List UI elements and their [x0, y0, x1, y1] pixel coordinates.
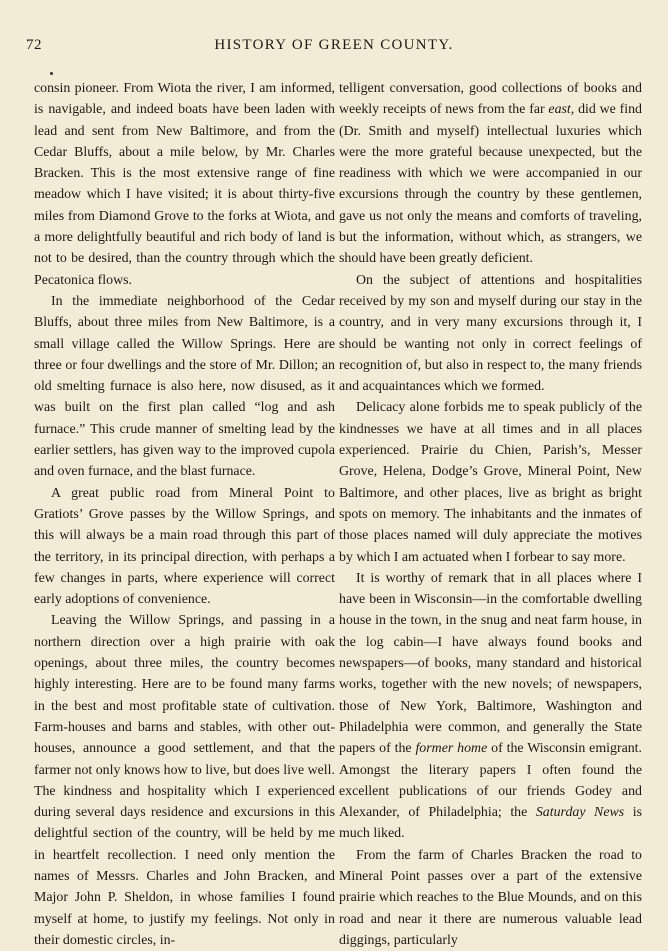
paragraph: [339, 568, 642, 845]
italic-text: east,: [548, 102, 575, 118]
paragraph: consin pioneer. From Wiota the river, I am informed, is navigable, and indeed boats have been laden with lead and sent from New Baltimore, and from the Cedar Bluffs, about a mile below, by Mr. Charles Bracken. This is the most extensive range of fine meadow which I have visited; it is about thirty-five miles from Diamond Grove to the forks at Wiota, and a more delightfully beautiful and rich body of land is not to be desired, than the country through which the Pecatonica flows.: [34, 81, 335, 288]
text-run: did we find (Dr. Smith and myself) intellectual luxuries which were the more grateful because unexpected, but the readiness with which we were accompanied in our excursions through the country by these gentlemen, gave us not only the means and comforts of traveling, but the information, without which, as strangers, we should have been greatly deficient.: [339, 102, 642, 267]
print-speck: [50, 72, 53, 75]
page-number: 72: [26, 37, 42, 53]
text-run: is much liked.: [339, 805, 642, 842]
text-run: of the Wisconsin emigrant. Amongst the literary papers I often found the excellent publications of our friends Godey and Alexander, of Philadelphia; the: [339, 741, 643, 821]
text-run: telligent conversation, good collections of books and weekly receipts of news from the far: [339, 81, 642, 118]
paragraph: Leaving the Willow Springs, and passing in a northern direction over a high prairie with oak openings, about three miles, the country becomes highly interesting. Here are to be found many farms in the best and most profitable state of cultivation. Farm-houses and barns and stables, with other out-houses, announce a good settlement, and that the farmer not only knows how to live, but does live well. The kindness and hospitality which I experienced during several days residence and excursions in this delightful section of the country, will be held by me in heartfelt recollection. I need only mention the names of Messrs. Charles and John Bracken, and Major John P. Sheldon, in whose families I found myself at home, to justify my feelings. Not only in their domestic circles, in-: [34, 613, 335, 948]
paragraph: From the farm of Charles Bracken the road to Mineral Point passes over a part of the extensive prairie which reaches to the Blue Mounds, and on this road and near it there are numerous valuable lead diggings, particularly: [339, 847, 642, 948]
running-title: HISTORY OF GREEN COUNTY.: [214, 37, 454, 53]
paragraph: [339, 78, 642, 270]
paragraph: Delicacy alone forbids me to speak publicly of the kindnesses we have at all times and in all places experienced. Prairie du Chien, Parish’s, Messer Grove, Helena, Dodge’s Grove, Mineral Point, New Baltimore, and other places, live as bright as bright spots on memory. The inhabitants and the inmates of those places named will duly appreciate the motives by which I am actuated when I forbear to say more.: [339, 400, 642, 565]
left-column: [34, 78, 335, 951]
text-run: It is worthy of remark that in all places where I have been in Wisconsin—in the comfortable dwelling house in the town, in the snug and neat farm house, in the log cabin—I have always found books and newspapers—of books, many standard and historical works, together with the new novels; of newspapers, those of New York, Baltimore, Washington and Philadelphia were common, and generally the State papers of the: [339, 570, 642, 757]
italic-text: former home: [415, 741, 488, 757]
italic-text: Saturday News: [535, 805, 625, 821]
page-header: [26, 37, 642, 61]
paragraph: A great public road from Mineral Point to Gratiots’ Grove passes by the Willow Springs, and this will always be a main road through this part of the territory, in its principal direction, with perhaps a few changes in parts, where experience will correct early adoptions of convenience.: [34, 485, 335, 608]
right-column: [339, 78, 642, 951]
paragraph: In the immediate neighborhood of the Cedar Bluffs, about three miles from New Baltimore, is a small village called the Willow Springs. Here are three or four dwellings and the store of Mr. Dillon; an old smelting furnace is also here, now disused, as it was built on the first plan called “log and ash furnace.” This crude manner of smelting lead by the earlier settlers, has given way to the improved cupola and oven furnace, and the blast furnace.: [34, 293, 335, 480]
paragraph: On the subject of attentions and hospitalities received by my son and myself during our stay in the country, and in very many excursions through it, I should be wanting not only in correct feelings of recognition of, but also in respect to, the many friends and acquaintances which we formed.: [339, 272, 642, 395]
